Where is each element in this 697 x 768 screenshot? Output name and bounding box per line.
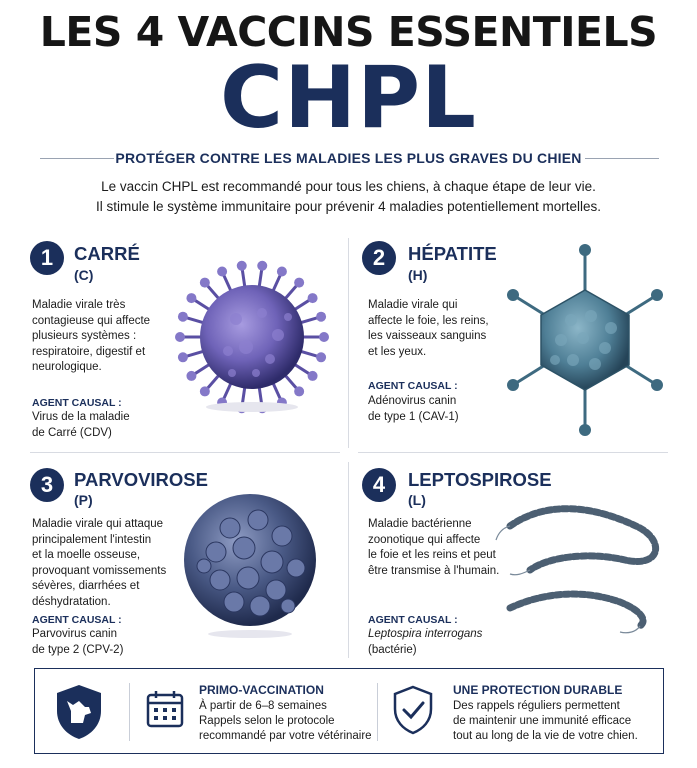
agent-causal-label: AGENT CAUSAL :	[368, 380, 458, 392]
leptospira-bacteria-illustration	[490, 498, 680, 638]
grid-divider-vertical-bottom	[348, 462, 349, 658]
grid-divider-horizontal-left	[30, 452, 340, 453]
primo-vaccination-text: À partir de 6–8 semaines Rappels selon le protocole recommandé par votre vétérinaire	[199, 700, 372, 742]
primo-vaccination-title: PRIMO-VACCINATION	[199, 683, 324, 697]
agent-causal-value: Leptospira interrogans (bactérie)	[368, 628, 483, 656]
agent-causal-label: AGENT CAUSAL :	[32, 397, 122, 409]
number-badge: 1	[30, 241, 64, 275]
number-badge: 2	[362, 241, 396, 275]
disease-abbr: (H)	[408, 267, 428, 283]
number-badge: 3	[30, 468, 64, 502]
disease-abbr: (C)	[74, 267, 94, 283]
subtitle-divider-right	[585, 158, 659, 159]
disease-name: HÉPATITE	[408, 243, 497, 264]
intro-line-1: Le vaccin CHPL est recommandé pour tous les chiens, à chaque étape de leur vie.	[101, 179, 596, 194]
agent-causal-value: Virus de la maladie de Carré (CDV)	[32, 411, 130, 439]
disease-description: Maladie virale qui attaque principalement l'intestin et la moelle osseuse, provoquant vomissements sévères, diarrhées et déshydratation.	[32, 518, 167, 608]
dog-shield-icon	[53, 683, 105, 741]
disease-description: Maladie virale qui affecte le foie, les reins, les vaisseaux sanguins et les yeux.	[368, 299, 489, 358]
disease-description: Maladie virale très contagieuse qui affecte plusieurs systèmes : respiratoire, digestif et neurologique.	[32, 299, 151, 373]
agent-causal-label: AGENT CAUSAL :	[368, 614, 458, 626]
footer-separator	[377, 683, 378, 741]
intro-line-2: Il stimule le système immunitaire pour prévenir 4 maladies potentiellement mortelles.	[96, 199, 601, 214]
grid-divider-horizontal-right	[358, 452, 668, 453]
disease-name: LEPTOSPIROSE	[408, 469, 552, 490]
disease-abbr: (P)	[74, 492, 93, 508]
chpl-title: CHPL	[220, 48, 477, 148]
parvovirus-illustration	[180, 490, 320, 640]
shield-check-icon	[391, 685, 435, 735]
protection-durable-text: Des rappels réguliers permettent de maintenir une immunité efficace tout au long de la vie de votre chien.	[453, 700, 638, 742]
disease-name: CARRÉ	[74, 243, 140, 264]
disease-abbr: (L)	[408, 492, 426, 508]
disease-description: Maladie bactérienne zoonotique qui affecte le foie et les reins et peut être transmise à l'humain.	[368, 518, 500, 577]
agent-causal-value: Parvovirus canin de type 2 (CPV-2)	[32, 628, 124, 656]
agent-causal-label: AGENT CAUSAL :	[32, 614, 122, 626]
agent-causal-value: Adénovirus canin de type 1 (CAV-1)	[368, 395, 459, 423]
subtitle: PROTÉGER CONTRE LES MALADIES LES PLUS GRAVES DU CHIEN	[115, 150, 582, 166]
protection-durable-title: UNE PROTECTION DURABLE	[453, 683, 623, 697]
number-badge: 4	[362, 468, 396, 502]
vaccination-info-box	[34, 668, 664, 754]
adenovirus-illustration	[495, 240, 675, 440]
grid-divider-vertical-top	[348, 238, 349, 448]
main-title: LES 4 VACCINS ESSENTIELS	[39, 8, 658, 56]
distemper-virus-illustration	[170, 255, 335, 420]
footer-separator	[129, 683, 130, 741]
disease-name: PARVOVIROSE	[74, 469, 208, 490]
calendar-icon	[145, 689, 185, 729]
